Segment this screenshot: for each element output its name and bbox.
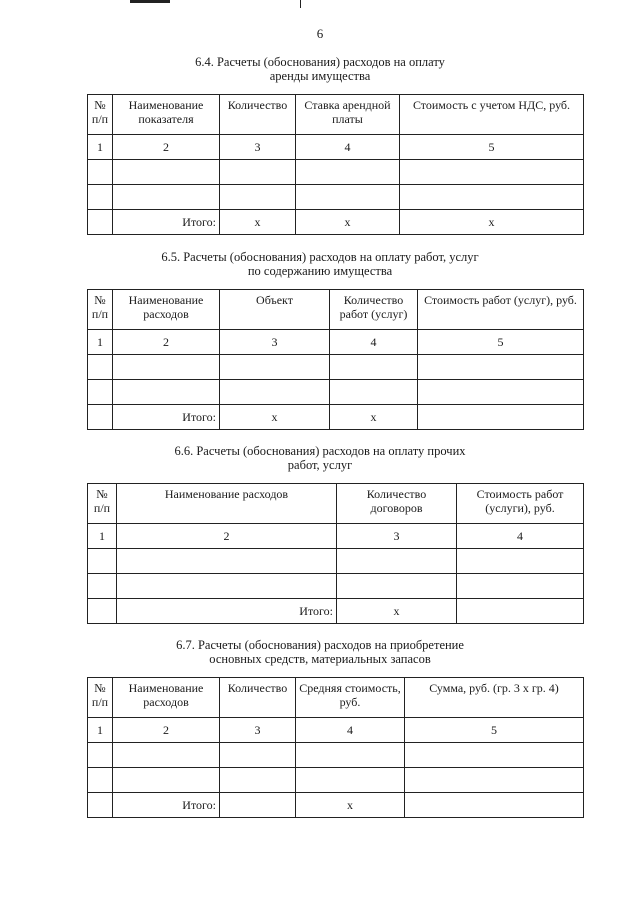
empty-cell [88, 574, 117, 599]
column-number: 3 [337, 524, 457, 549]
section-6-4-title: 6.4. Расчеты (обоснования) расходов на оплату аренды имущества [195, 55, 445, 83]
column-number: 2 [113, 135, 220, 160]
column-number: 1 [88, 135, 113, 160]
header-cell: Количество [220, 95, 296, 135]
table-row [88, 160, 584, 185]
header-cell: Количество договоров [337, 484, 457, 524]
column-number: 3 [220, 718, 296, 743]
total-cell: x [220, 405, 330, 430]
empty-cell [400, 160, 584, 185]
empty-cell [296, 743, 405, 768]
total-cell: x [296, 793, 405, 818]
total-label: Итого: [117, 599, 337, 624]
empty-cell [88, 185, 113, 210]
total-cell: x [220, 210, 296, 235]
empty-cell [113, 355, 220, 380]
column-number: 5 [405, 718, 584, 743]
empty-cell [418, 380, 584, 405]
header-cell: Наименование показателя [113, 95, 220, 135]
column-number: 4 [296, 718, 405, 743]
empty-cell [405, 743, 584, 768]
empty-cell [400, 185, 584, 210]
empty-cell [220, 380, 330, 405]
empty-cell [457, 574, 584, 599]
header-cell: Наименование расходов [113, 290, 220, 330]
empty-cell [220, 768, 296, 793]
table-row [88, 549, 584, 574]
empty-cell [88, 549, 117, 574]
column-number: 1 [88, 524, 117, 549]
section-6-6-title: 6.6. Расчеты (обоснования) расходов на оплату прочих работ, услуг [174, 444, 466, 472]
header-cell: Объект [220, 290, 330, 330]
total-label: Итого: [113, 405, 220, 430]
column-number: 4 [296, 135, 400, 160]
empty-cell [220, 355, 330, 380]
column-number: 1 [88, 718, 113, 743]
empty-cell [220, 743, 296, 768]
table-row [88, 768, 584, 793]
column-number: 5 [418, 330, 584, 355]
empty-cell [220, 160, 296, 185]
header-cell: Наименование расходов [113, 678, 220, 718]
empty-cell [88, 405, 113, 430]
column-number: 3 [220, 135, 296, 160]
total-label: Итого: [113, 793, 220, 818]
empty-cell [113, 160, 220, 185]
header-cell: № п/п [88, 484, 117, 524]
table-row [88, 574, 584, 599]
empty-cell [457, 549, 584, 574]
section-6-5-title: 6.5. Расчеты (обоснования) расходов на оплату работ, услуг по содержанию имущества [161, 250, 479, 278]
column-number: 4 [457, 524, 584, 549]
empty-cell [113, 185, 220, 210]
empty-cell [117, 574, 337, 599]
table-6-5 [87, 289, 584, 430]
empty-cell [88, 355, 113, 380]
table-6-7 [87, 677, 584, 818]
column-number: 1 [88, 330, 113, 355]
empty-cell [330, 380, 418, 405]
total-cell [457, 599, 584, 624]
empty-cell [337, 549, 457, 574]
total-cell: x [400, 210, 584, 235]
header-cell: № п/п [88, 95, 113, 135]
empty-cell [296, 768, 405, 793]
header-cell: Стоимость работ (услуги), руб. [457, 484, 584, 524]
table-6-6 [87, 483, 584, 624]
column-number: 2 [117, 524, 337, 549]
empty-cell [88, 793, 113, 818]
total-cell: x [337, 599, 457, 624]
total-label: Итого: [113, 210, 220, 235]
empty-cell [220, 185, 296, 210]
total-cell [418, 405, 584, 430]
scan-artifact [130, 0, 170, 3]
total-cell: x [330, 405, 418, 430]
section-6-7-title: 6.7. Расчеты (обоснования) расходов на приобретение основных средств, материальных запасов [176, 638, 464, 666]
header-cell: Средняя стоимость, руб. [296, 678, 405, 718]
table-row [88, 380, 584, 405]
header-cell: Количество [220, 678, 296, 718]
empty-cell [88, 210, 113, 235]
empty-cell [88, 380, 113, 405]
column-number: 5 [400, 135, 584, 160]
header-cell: № п/п [88, 290, 113, 330]
empty-cell [113, 743, 220, 768]
empty-cell [117, 549, 337, 574]
empty-cell [330, 355, 418, 380]
empty-cell [296, 185, 400, 210]
total-cell [220, 793, 296, 818]
table-row [88, 185, 584, 210]
header-cell: Наименование расходов [117, 484, 337, 524]
page-number: 6 [316, 26, 324, 41]
header-cell: Стоимость с учетом НДС, руб. [400, 95, 584, 135]
empty-cell [337, 574, 457, 599]
column-number: 2 [113, 330, 220, 355]
empty-cell [113, 380, 220, 405]
empty-cell [113, 768, 220, 793]
total-cell [405, 793, 584, 818]
empty-cell [418, 355, 584, 380]
empty-cell [88, 743, 113, 768]
table-row [88, 743, 584, 768]
column-number: 2 [113, 718, 220, 743]
table-row [88, 355, 584, 380]
header-cell: Сумма, руб. (гр. 3 x гр. 4) [405, 678, 584, 718]
header-cell: Стоимость работ (услуг), руб. [418, 290, 584, 330]
scan-artifact [300, 0, 301, 8]
column-number: 4 [330, 330, 418, 355]
header-cell: № п/п [88, 678, 113, 718]
table-6-4 [87, 94, 584, 235]
header-cell: Ставка арендной платы [296, 95, 400, 135]
empty-cell [296, 160, 400, 185]
empty-cell [88, 160, 113, 185]
empty-cell [405, 768, 584, 793]
total-cell: x [296, 210, 400, 235]
header-cell: Количество работ (услуг) [330, 290, 418, 330]
empty-cell [88, 768, 113, 793]
empty-cell [88, 599, 117, 624]
column-number: 3 [220, 330, 330, 355]
